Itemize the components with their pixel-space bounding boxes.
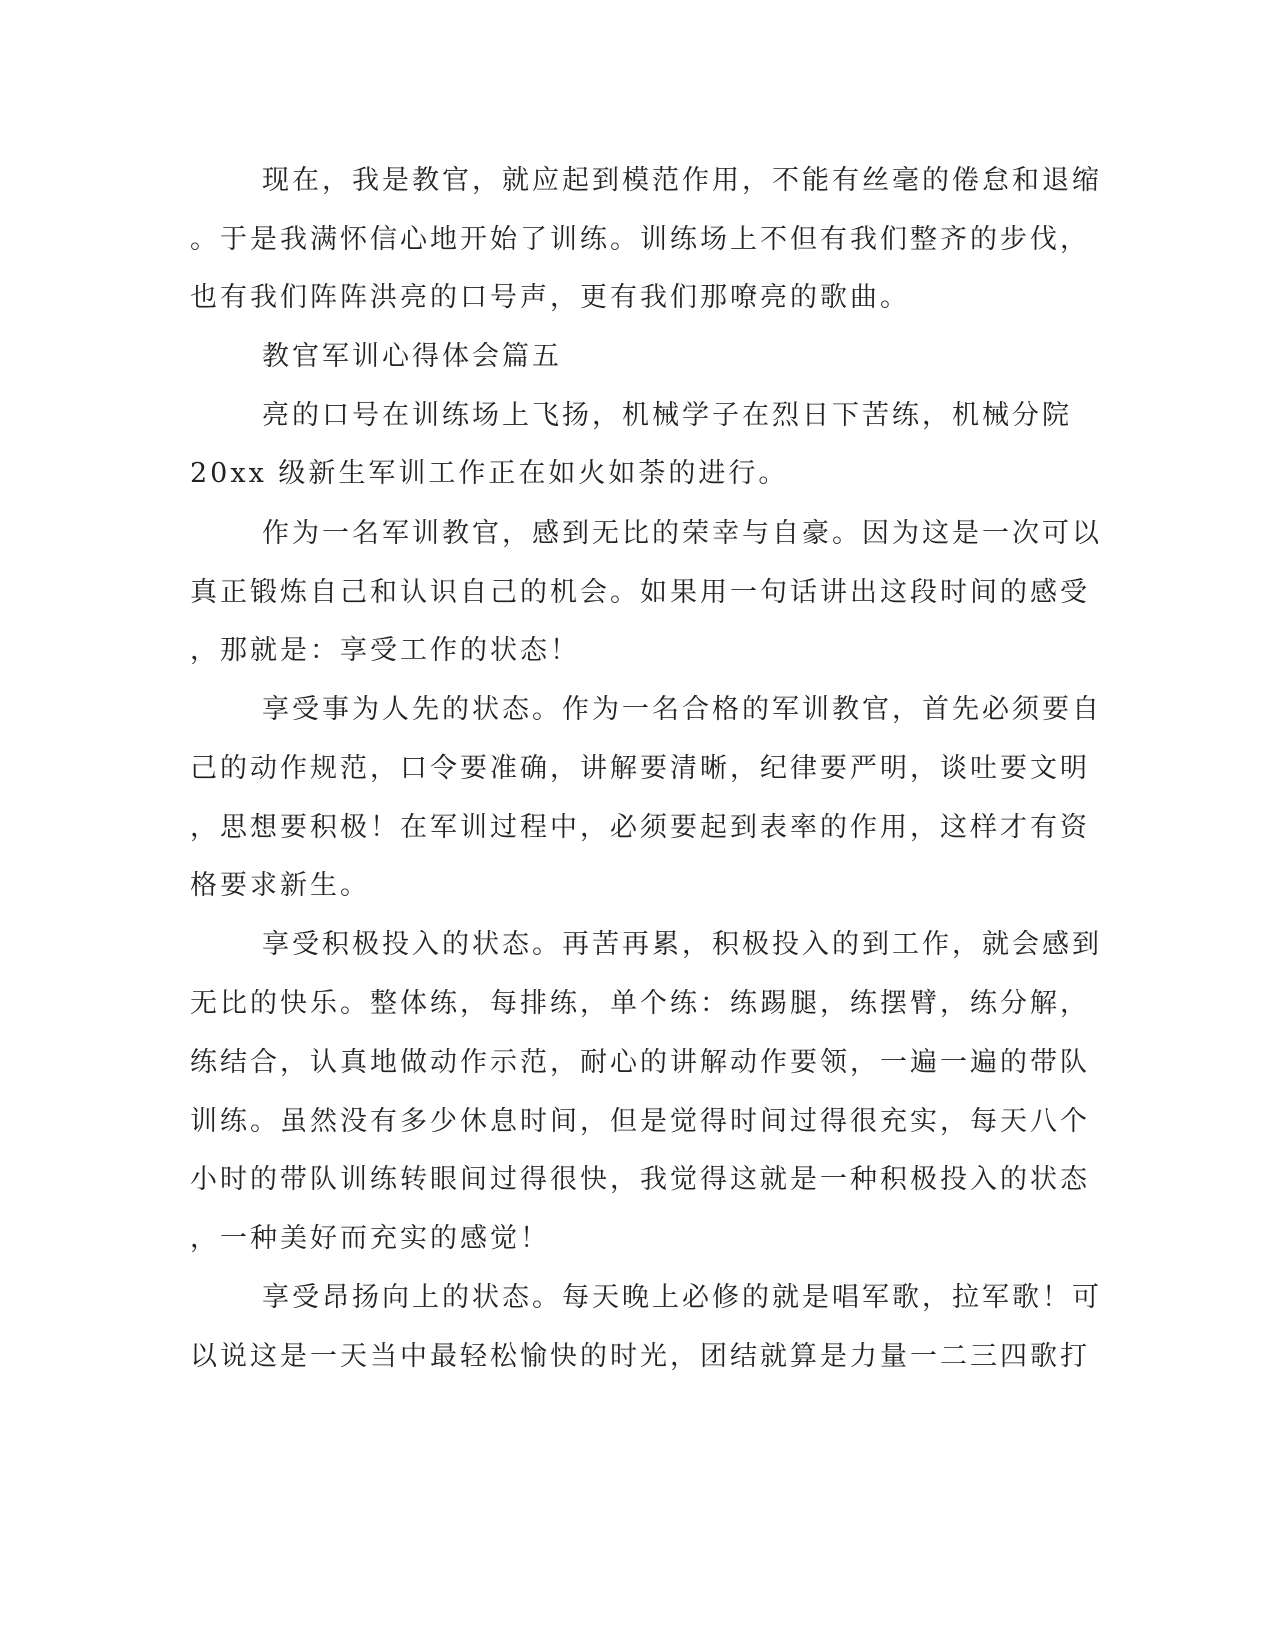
text-line: 练结合，认真地做动作示范，耐心的讲解动作要领，一遍一遍的带队 [190,1047,1090,1078]
text-line: 20xx 级新生军训工作正在如火如荼的进行。 [190,458,789,489]
text-line: ，思想要积极！在军训过程中，必须要起到表率的作用，这样才有资 [190,812,1090,843]
text-line: 格要求新生。 [190,870,370,901]
text-line: ，一种美好而充实的感觉！ [190,1223,550,1254]
text-line: 作为一名军训教官，感到无比的荣幸与自豪。因为这是一次可以 [262,518,1102,549]
text-line: 小时的带队训练转眼间过得很快，我觉得这就是一种积极投入的状态 [190,1164,1090,1195]
text-line: 享受事为人先的状态。作为一名合格的军训教官，首先必须要自 [262,694,1102,725]
text-line: 现在，我是教官，就应起到模范作用，不能有丝毫的倦怠和退缩 [262,165,1102,196]
text-line: 。于是我满怀信心地开始了训练。训练场上不但有我们整齐的步伐， [190,224,1090,255]
text-line: 真正锻炼自己和认识自己的机会。如果用一句话讲出这段时间的感受 [190,577,1090,608]
section-heading: 教官军训心得体会篇五 [262,341,562,372]
text-line: 己的动作规范，口令要准确，讲解要清晰，纪律要严明，谈吐要文明 [190,753,1090,784]
text-line: 以说这是一天当中最轻松愉快的时光，团结就算是力量一二三四歌打 [190,1341,1090,1372]
text-line: 享受积极投入的状态。再苦再累，积极投入的到工作，就会感到 [262,929,1102,960]
text-line: 训练。虽然没有多少休息时间，但是觉得时间过得很充实，每天八个 [190,1106,1090,1137]
text-line: 也有我们阵阵洪亮的口号声，更有我们那嘹亮的歌曲。 [190,282,910,313]
text-line: 亮的口号在训练场上飞扬，机械学子在烈日下苦练，机械分院 [262,400,1072,431]
text-line: ，那就是：享受工作的状态！ [190,635,580,666]
text-line: 享受昂扬向上的状态。每天晚上必修的就是唱军歌，拉军歌！可 [262,1282,1102,1313]
text-line: 无比的快乐。整体练，每排练，单个练：练踢腿，练摆臂，练分解， [190,988,1090,1019]
